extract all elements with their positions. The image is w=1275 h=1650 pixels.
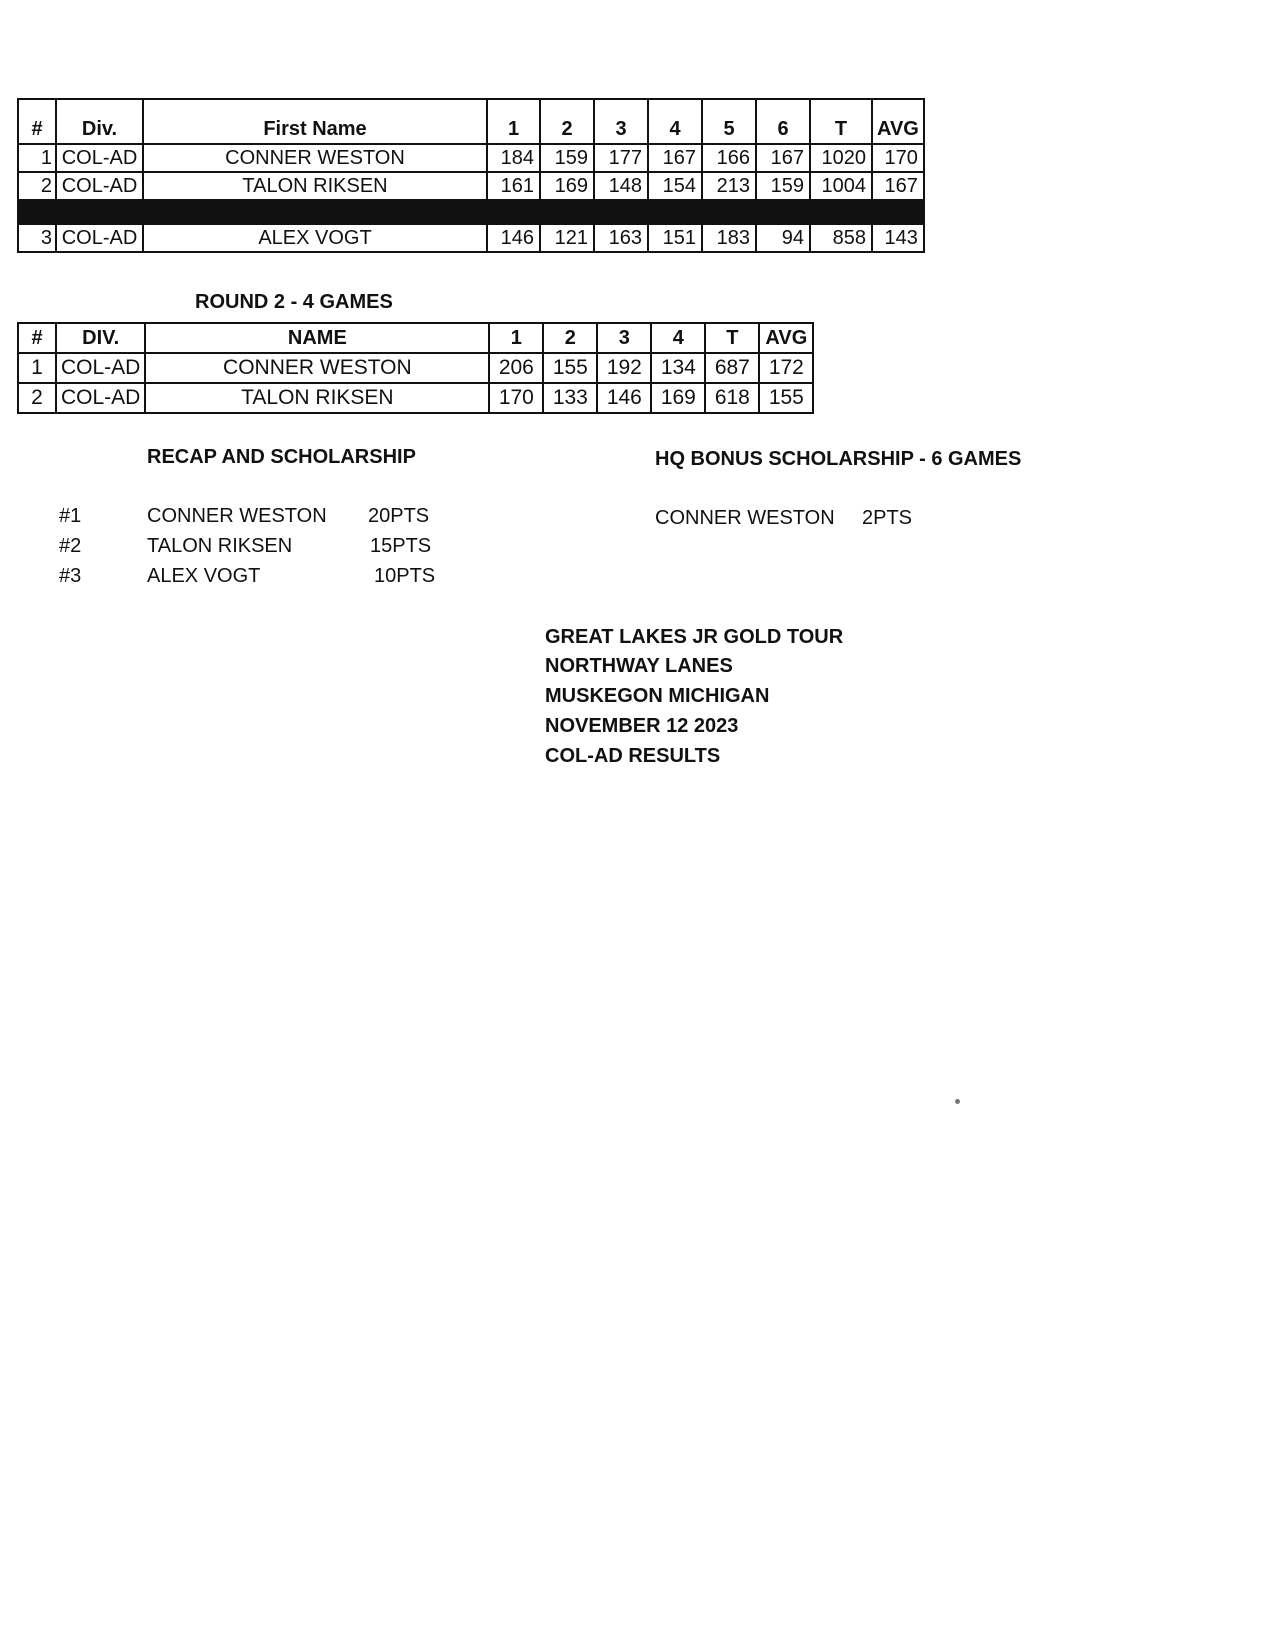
total-cell: 858	[810, 224, 872, 252]
recap-place: #1	[59, 505, 82, 527]
game-cell: 121	[540, 224, 594, 252]
rank-cell: 1	[18, 353, 56, 383]
col-header-game1: 1	[487, 99, 540, 144]
game-cell: 213	[702, 172, 756, 200]
div-cell: COL-AD	[56, 144, 143, 172]
round2-title: ROUND 2 - 4 GAMES	[195, 291, 393, 313]
table-row	[18, 353, 813, 383]
col-header-name: NAME	[145, 323, 489, 353]
game-cell: 155	[543, 353, 597, 383]
game-cell: 146	[597, 383, 651, 413]
game-cell: 133	[543, 383, 597, 413]
avg-cell: 172	[759, 353, 813, 383]
game-cell: 148	[594, 172, 648, 200]
rank-cell: 1	[18, 144, 56, 172]
avg-cell: 155	[759, 383, 813, 413]
event-results-title: COL-AD RESULTS	[545, 745, 721, 767]
col-header-game3: 3	[597, 323, 651, 353]
name-cell: CONNER WESTON	[143, 144, 487, 172]
game-cell: 169	[540, 172, 594, 200]
event-tour-name: GREAT LAKES JR GOLD TOUR	[545, 626, 844, 648]
total-cell: 618	[705, 383, 759, 413]
event-venue: NORTHWAY LANES	[545, 655, 733, 677]
total-cell: 1020	[810, 144, 872, 172]
col-header-game2: 2	[540, 99, 594, 144]
col-header-total: T	[705, 323, 759, 353]
name-cell: CONNER WESTON	[145, 353, 489, 383]
name-cell: TALON RIKSEN	[143, 172, 487, 200]
div-cell: COL-AD	[56, 383, 145, 413]
avg-cell: 143	[872, 224, 924, 252]
col-header-total: T	[810, 99, 872, 144]
div-cell: COL-AD	[56, 224, 143, 252]
col-header-name: First Name	[143, 99, 487, 144]
recap-name: ALEX VOGT	[147, 565, 261, 587]
hq-bonus-title: HQ BONUS SCHOLARSHIP - 6 GAMES	[655, 448, 1022, 470]
recap-name: TALON RIKSEN	[147, 535, 293, 557]
table-row	[18, 144, 924, 172]
rank-cell: 2	[18, 383, 56, 413]
cut-line-bar	[18, 200, 924, 224]
game-cell: 134	[651, 353, 705, 383]
col-header-game4: 4	[651, 323, 705, 353]
game-cell: 94	[756, 224, 810, 252]
round1-header-row	[18, 99, 924, 144]
name-cell: ALEX VOGT	[143, 224, 487, 252]
recap-place: #3	[59, 565, 82, 587]
avg-cell: 170	[872, 144, 924, 172]
recap-title: RECAP AND SCHOLARSHIP	[147, 446, 416, 468]
avg-cell: 167	[872, 172, 924, 200]
game-cell: 159	[756, 172, 810, 200]
event-location: MUSKEGON MICHIGAN	[545, 685, 770, 707]
col-header-game4: 4	[648, 99, 702, 144]
col-header-div: Div.	[56, 99, 143, 144]
col-header-avg: AVG	[759, 323, 813, 353]
game-cell: 206	[489, 353, 543, 383]
total-cell: 687	[705, 353, 759, 383]
col-header-game6: 6	[756, 99, 810, 144]
round2-header-row	[18, 323, 813, 353]
table-row	[18, 383, 813, 413]
col-header-game3: 3	[594, 99, 648, 144]
rank-cell: 2	[18, 172, 56, 200]
total-cell: 1004	[810, 172, 872, 200]
col-header-game5: 5	[702, 99, 756, 144]
game-cell: 177	[594, 144, 648, 172]
col-header-rank: #	[18, 323, 56, 353]
game-cell: 151	[648, 224, 702, 252]
game-cell: 154	[648, 172, 702, 200]
col-header-avg: AVG	[872, 99, 924, 144]
game-cell: 167	[756, 144, 810, 172]
game-cell: 159	[540, 144, 594, 172]
col-header-game2: 2	[543, 323, 597, 353]
event-date: NOVEMBER 12 2023	[545, 715, 739, 737]
round2-results-table	[17, 322, 814, 414]
recap-points: 15PTS	[370, 535, 432, 557]
div-cell: COL-AD	[56, 172, 143, 200]
col-header-rank: #	[18, 99, 56, 144]
col-header-div: DIV.	[56, 323, 145, 353]
table-row	[18, 172, 924, 200]
recap-name: CONNER WESTON	[147, 505, 327, 527]
game-cell: 166	[702, 144, 756, 172]
game-cell: 163	[594, 224, 648, 252]
game-cell: 167	[648, 144, 702, 172]
game-cell: 184	[487, 144, 540, 172]
col-header-game1: 1	[489, 323, 543, 353]
game-cell: 192	[597, 353, 651, 383]
game-cell: 146	[487, 224, 540, 252]
recap-points: 20PTS	[368, 505, 430, 527]
game-cell: 170	[489, 383, 543, 413]
round1-results-table	[17, 98, 925, 253]
hq-bonus-name: CONNER WESTON	[655, 507, 835, 529]
rank-cell: 3	[18, 224, 56, 252]
game-cell: 183	[702, 224, 756, 252]
name-cell: TALON RIKSEN	[145, 383, 489, 413]
recap-place: #2	[59, 535, 82, 557]
cut-line-cell	[18, 200, 924, 224]
game-cell: 161	[487, 172, 540, 200]
game-cell: 169	[651, 383, 705, 413]
hq-bonus-points: 2PTS	[862, 507, 913, 529]
scan-speck	[955, 1099, 960, 1104]
table-row	[18, 224, 924, 252]
recap-points: 10PTS	[374, 565, 436, 587]
div-cell: COL-AD	[56, 353, 145, 383]
